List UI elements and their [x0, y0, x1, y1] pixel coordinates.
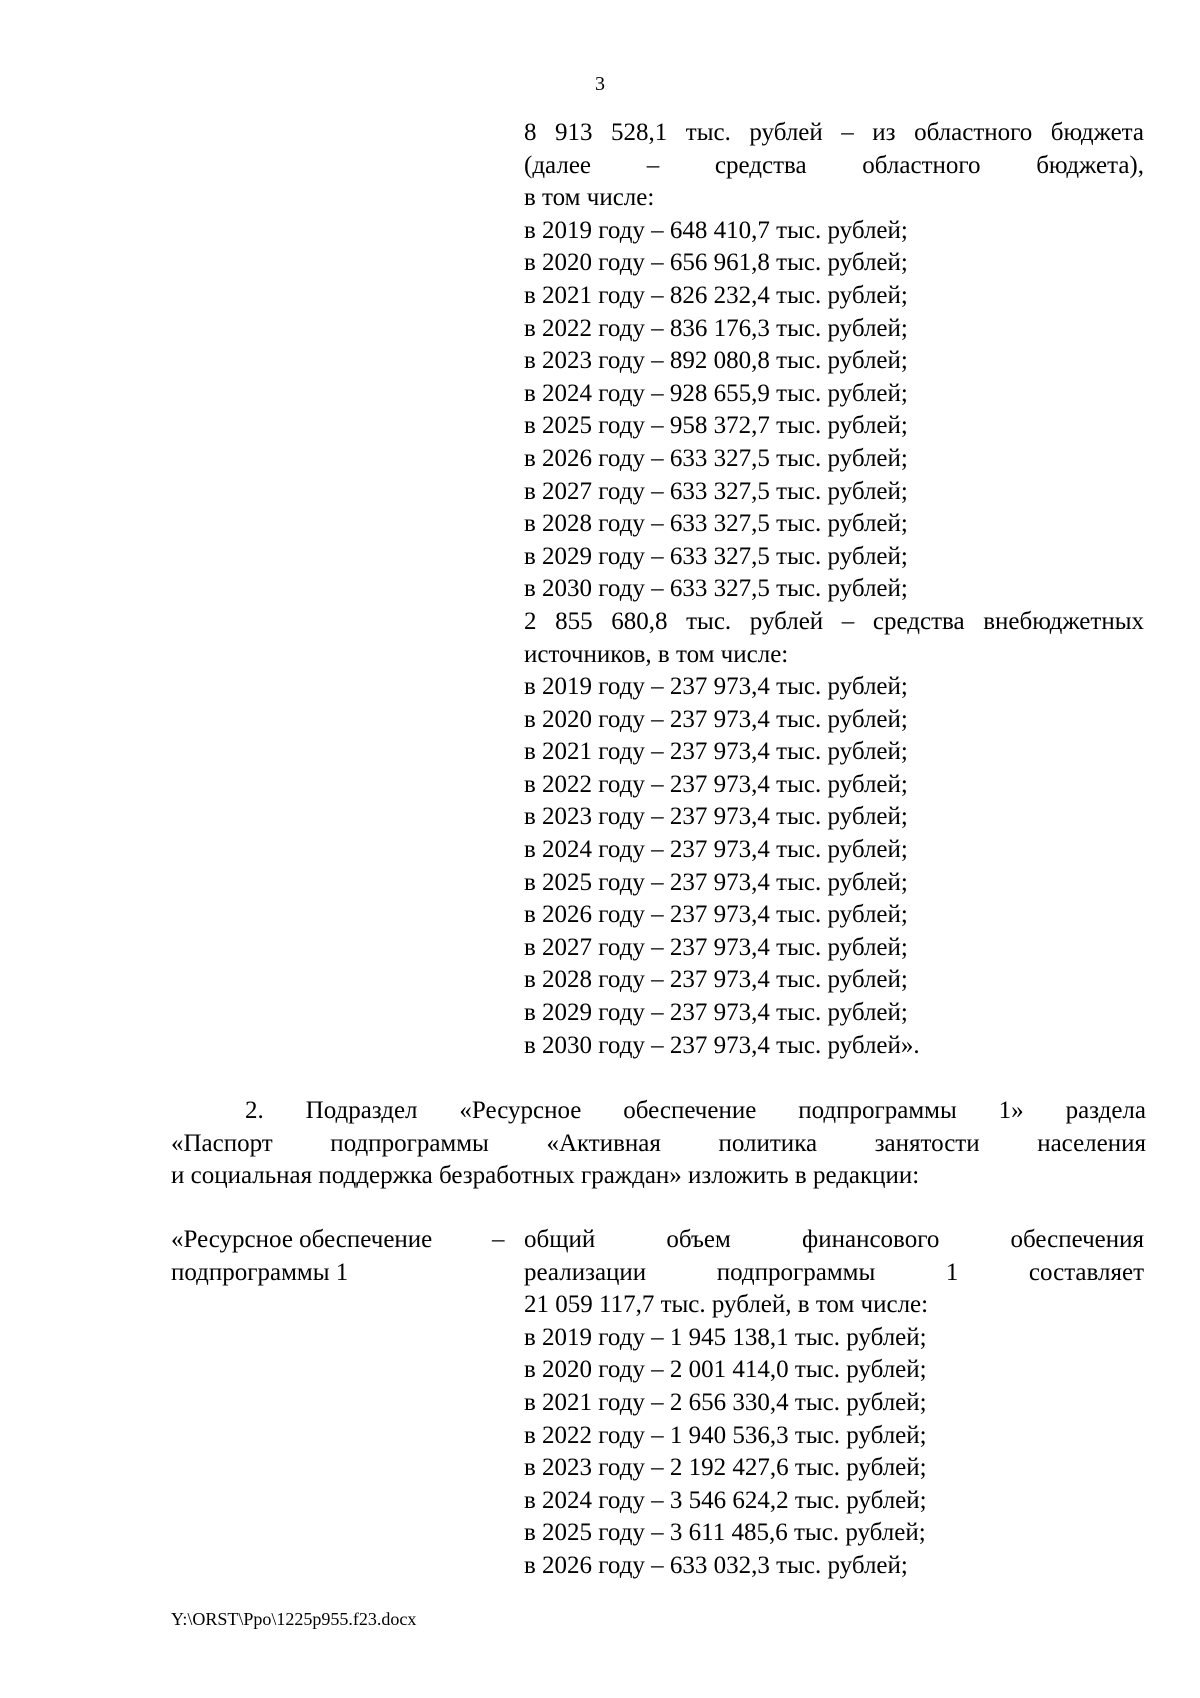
text-line: в 2021 году – 826 232,4 тыс. рублей;: [524, 281, 908, 309]
text-line: «Паспорт подпрограммы «Активная политика занятости населения: [171, 1129, 1146, 1157]
text-line: (далее – средства областного бюджета),: [524, 151, 1144, 179]
resource-label: [171, 1224, 531, 1289]
text-line: в 2030 году – 633 327,5 тыс. рублей;: [524, 575, 908, 603]
text-line: в 2030 году – 237 973,4 тыс. рублей».: [524, 1031, 920, 1059]
text-line: в 2025 году – 958 372,7 тыс. рублей;: [524, 412, 908, 440]
label-line: «Ресурсное обеспечение: [171, 1226, 433, 1253]
text-line: в 2019 году – 648 410,7 тыс. рублей;: [524, 216, 908, 244]
text-line: в 2028 году – 237 973,4 тыс. рублей;: [524, 966, 908, 994]
text-line: в 2023 году – 237 973,4 тыс. рублей;: [524, 803, 908, 831]
text-line: 8 913 528,1 тыс. рублей – из областного бюджета: [524, 119, 1144, 146]
text-line: в 2024 году – 3 546 624,2 тыс. рублей;: [524, 1486, 927, 1514]
text-line: источников, в том числе:: [524, 640, 789, 668]
footer-file-path: Y:\ORST\Ppo\1225p955.f23.docx: [171, 1609, 417, 1629]
text-line: в 2021 году – 2 656 330,4 тыс. рублей;: [524, 1388, 927, 1416]
page-number: 3: [595, 73, 605, 95]
text-line: в 2023 году – 2 192 427,6 тыс. рублей;: [524, 1454, 927, 1482]
text-line: в 2022 году – 836 176,3 тыс. рублей;: [524, 314, 908, 342]
text-line: в том числе:: [524, 184, 655, 212]
text-line: в 2026 году – 633 327,5 тыс. рублей;: [524, 444, 908, 472]
text-line: в 2024 году – 928 655,9 тыс. рублей;: [524, 379, 908, 407]
text-line: в 2026 году – 237 973,4 тыс. рублей;: [524, 901, 908, 929]
text-line: общий объем финансового обеспечения: [524, 1226, 1144, 1253]
amendment-paragraph: [171, 1095, 1146, 1193]
text-line: реализации подпрограммы 1 составляет: [524, 1258, 1144, 1286]
text-line: 2. Подраздел «Ресурсное обеспечение подпрограммы 1» раздела: [245, 1097, 1146, 1124]
text-line: в 2023 году – 892 080,8 тыс. рублей;: [524, 347, 908, 375]
text-line: в 2026 году – 633 032,3 тыс. рублей;: [524, 1551, 908, 1579]
text-line: в 2021 году – 237 973,4 тыс. рублей;: [524, 738, 908, 766]
text-line: в 2022 году – 237 973,4 тыс. рублей;: [524, 770, 908, 798]
text-line: в 2019 году – 1 945 138,1 тыс. рублей;: [524, 1323, 927, 1351]
text-line: в 2025 году – 3 611 485,6 тыс. рублей;: [524, 1519, 926, 1547]
text-line: в 2020 году – 237 973,4 тыс. рублей;: [524, 705, 908, 733]
text-line: в 2022 году – 1 940 536,3 тыс. рублей;: [524, 1421, 927, 1449]
text-line: в 2027 году – 633 327,5 тыс. рублей;: [524, 477, 908, 505]
text-line: в 2029 году – 237 973,4 тыс. рублей;: [524, 999, 908, 1027]
text-line: в 2028 году – 633 327,5 тыс. рублей;: [524, 510, 908, 538]
label-dash: –: [492, 1226, 505, 1253]
text-line: в 2019 году – 237 973,4 тыс. рублей;: [524, 673, 908, 701]
text-line: в 2024 году – 237 973,4 тыс. рублей;: [524, 836, 908, 864]
text-line: в 2027 году – 237 973,4 тыс. рублей;: [524, 933, 908, 961]
text-line: и социальная поддержка безработных граждан» изложить в редакции:: [171, 1162, 920, 1190]
funding-sources-block: [524, 117, 1144, 1062]
text-line: в 2025 году – 237 973,4 тыс. рублей;: [524, 868, 908, 896]
text-line: в 2029 году – 633 327,5 тыс. рублей;: [524, 542, 908, 570]
text-line: в 2020 году – 2 001 414,0 тыс. рублей;: [524, 1356, 927, 1384]
text-line: 2 855 680,8 тыс. рублей – средства внебюджетных: [524, 607, 1144, 635]
text-line: 21 059 117,7 тыс. рублей, в том числе:: [524, 1291, 929, 1319]
resource-details-block: [524, 1224, 1144, 1583]
text-line: в 2020 году – 656 961,8 тыс. рублей;: [524, 249, 908, 277]
label-line: подпрограммы 1: [171, 1258, 349, 1286]
